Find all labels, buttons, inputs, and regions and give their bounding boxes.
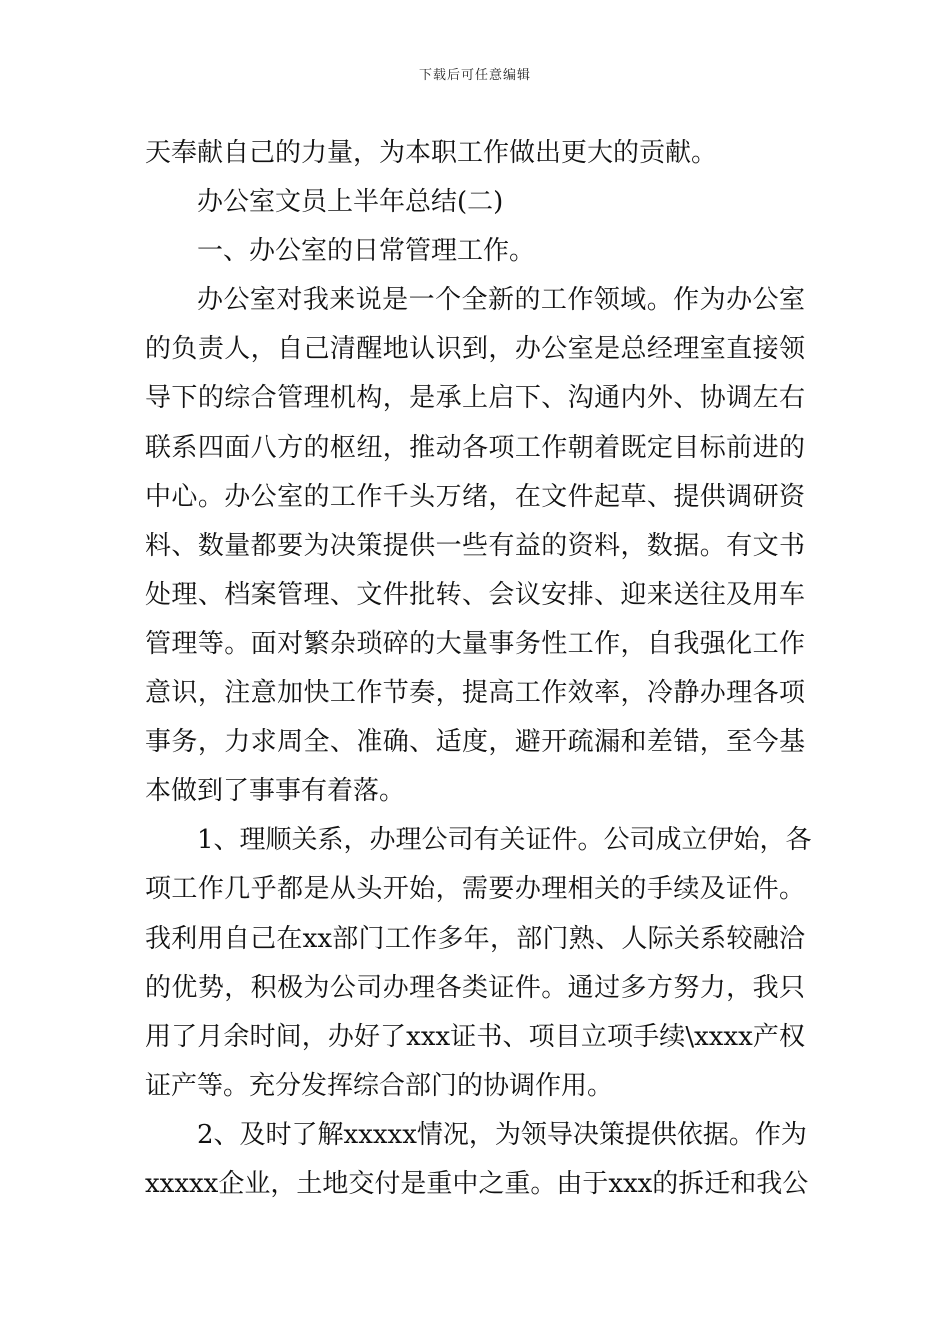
document-body <box>145 129 812 1209</box>
paragraph-line: 处理、档案管理、文件批转、会议安排、迎来送往及用车 <box>145 579 805 610</box>
paragraph-line: 证产等。充分发挥综合部门的协调作用。 <box>145 1070 614 1101</box>
paragraph-line: 意识，注意加快工作节奏，提高工作效率，冷静办理各项 <box>145 678 805 709</box>
paragraph-line: 办公室对我来说是一个全新的工作领域。作为办公室 <box>197 285 805 316</box>
paragraph-line: 项工作几乎都是从头开始，需要办理相关的手续及证件。 <box>145 874 805 905</box>
paragraph-line: 中心。办公室的工作千头万绪，在文件起草、提供调研资 <box>145 481 805 512</box>
paragraph-line: 1、理顺关系，办理公司有关证件。公司成立伊始，各 <box>197 825 812 856</box>
paragraph-line: 导下的综合管理机构，是承上启下、沟通内外、协调左右 <box>145 383 805 414</box>
paragraph-line: 事务，力求周全、准确、适度，避开疏漏和差错，至今基 <box>145 727 805 758</box>
paragraph-line: 用了月余时间，办好了xxx证书、项目立项手续\xxxx产权 <box>145 1021 805 1052</box>
paragraph-line: 料、数量都要为决策提供一些有益的资料，数据。有文书 <box>145 530 805 561</box>
paragraph-line: 管理等。面对繁杂琐碎的大量事务性工作，自我强化工作 <box>145 628 805 659</box>
paragraph-line: 联系四面八方的枢纽，推动各项工作朝着既定目标前进的 <box>145 432 805 463</box>
section-heading: 一、办公室的日常管理工作。 <box>197 236 536 267</box>
text-line: 天奉献自己的力量，为本职工作做出更大的贡献。 <box>145 138 718 168</box>
paragraph-line: xxxxx企业，土地交付是重中之重。由于xxx的拆迁和我公 <box>145 1168 809 1199</box>
section-title: 办公室文员上半年总结(二) <box>197 187 504 218</box>
paragraph-line: 2、及时了解xxxxx情况，为领导决策提供依据。作为 <box>197 1119 807 1150</box>
paragraph-line: 本做到了事事有着落。 <box>145 776 406 807</box>
paragraph-line: 的优势，积极为公司办理各类证件。通过多方努力，我只 <box>145 972 805 1003</box>
paragraph-line: 的负责人，自己清醒地认识到，办公室是总经理室直接领 <box>145 334 805 365</box>
paragraph-line: 我利用自己在xx部门工作多年，部门熟、人际关系较融洽 <box>145 923 805 954</box>
page-header: 下载后可任意编辑 <box>418 68 531 83</box>
